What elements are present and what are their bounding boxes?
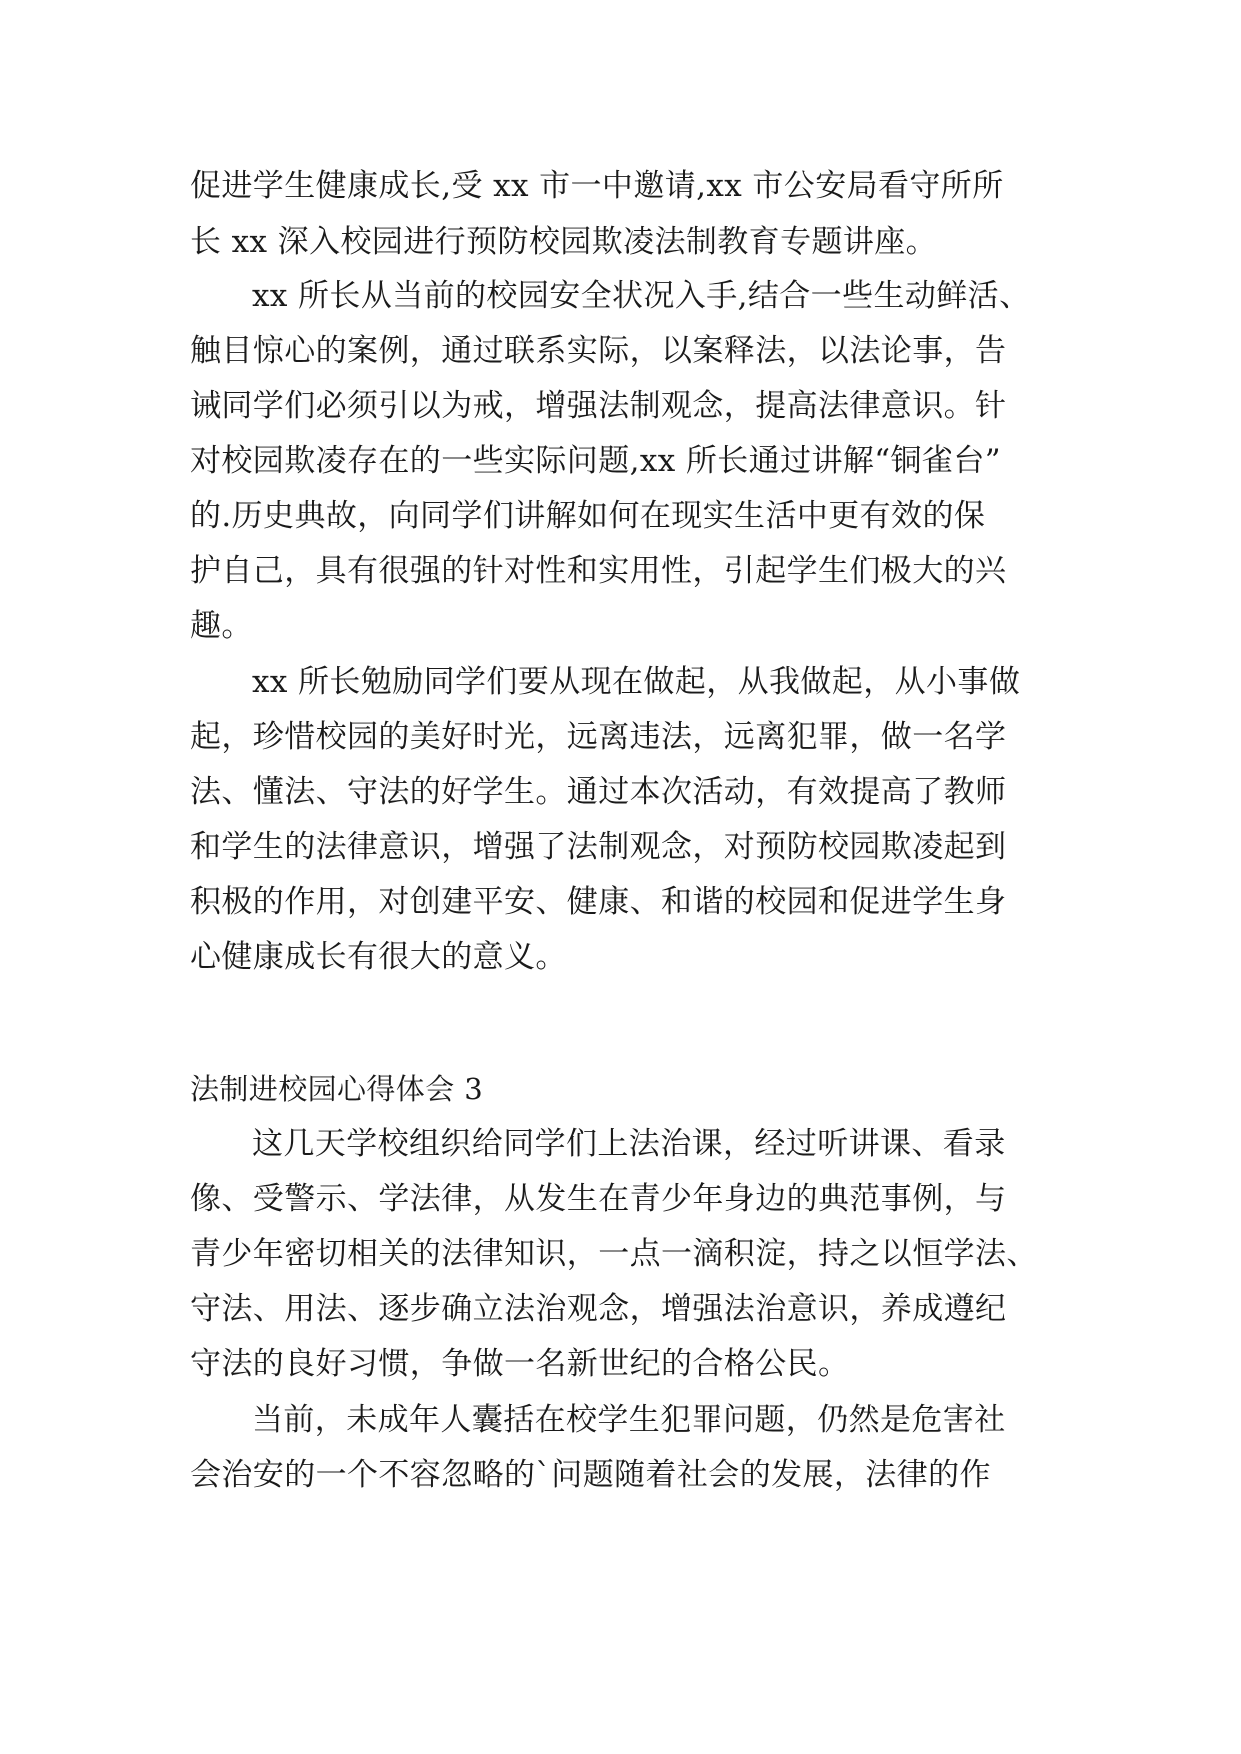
text-line: 像、受警示、学法律，从发生在青少年身边的典范事例，与 bbox=[190, 1181, 1007, 1217]
text-line: 长 xx 深入校园进行预防校园欺凌法制教育专题讲座。 bbox=[190, 224, 938, 260]
text-line: xx 所长从当前的校园安全状况入手,结合一些生动鲜活、 bbox=[252, 278, 1031, 314]
text-line: 积极的作用，对创建平安、健康、和谐的校园和促进学生身 bbox=[190, 884, 1007, 920]
text-line: 法、懂法、守法的好学生。通过本次活动，有效提高了教师 bbox=[190, 774, 1007, 810]
text-line: 触目惊心的案例，通过联系实际，以案释法，以法论事，告 bbox=[190, 333, 1007, 369]
text-line: 和学生的法律意识，增强了法制观念，对预防校园欺凌起到 bbox=[190, 829, 1007, 865]
text-line: xx 所长勉励同学们要从现在做起，从我做起，从小事做 bbox=[252, 664, 1021, 700]
text-line: 心健康成长有很大的意义。 bbox=[190, 939, 567, 975]
text-line: 的.历史典故，向同学们讲解如何在现实生活中更有效的保 bbox=[190, 498, 986, 534]
text-line: 护自己，具有很强的针对性和实用性，引起学生们极大的兴 bbox=[190, 553, 1007, 589]
text-line: 守法的良好习惯，争做一名新世纪的合格公民。 bbox=[190, 1346, 850, 1382]
text-line: 促进学生健康成长,受 xx 市一中邀请,xx 市公安局看守所所 bbox=[190, 168, 1004, 204]
text-line: 会治安的一个不容忽略的`问题随着社会的发展，法律的作 bbox=[190, 1457, 991, 1493]
text-line: 当前，未成年人囊括在校学生犯罪问题，仍然是危害社 bbox=[252, 1402, 1006, 1438]
text-line: 青少年密切相关的法律知识，一点一滴积淀，持之以恒学法、 bbox=[190, 1236, 1038, 1272]
text-line: 诫同学们必须引以为戒，增强法制观念，提高法律意识。针 bbox=[190, 388, 1007, 424]
section-heading: 法制进校园心得体会 3 bbox=[190, 1072, 484, 1106]
text-line: 对校园欺凌存在的一些实际问题,xx 所长通过讲解“铜雀台” bbox=[190, 443, 1001, 479]
text-line: 趣。 bbox=[190, 608, 253, 644]
text-line: 起，珍惜校园的美好时光，远离违法，远离犯罪，做一名学 bbox=[190, 719, 1007, 755]
text-line: 守法、用法、逐步确立法治观念，增强法治意识，养成遵纪 bbox=[190, 1291, 1007, 1327]
text-line: 这几天学校组织给同学们上法治课，经过听讲课、看录 bbox=[252, 1126, 1006, 1162]
